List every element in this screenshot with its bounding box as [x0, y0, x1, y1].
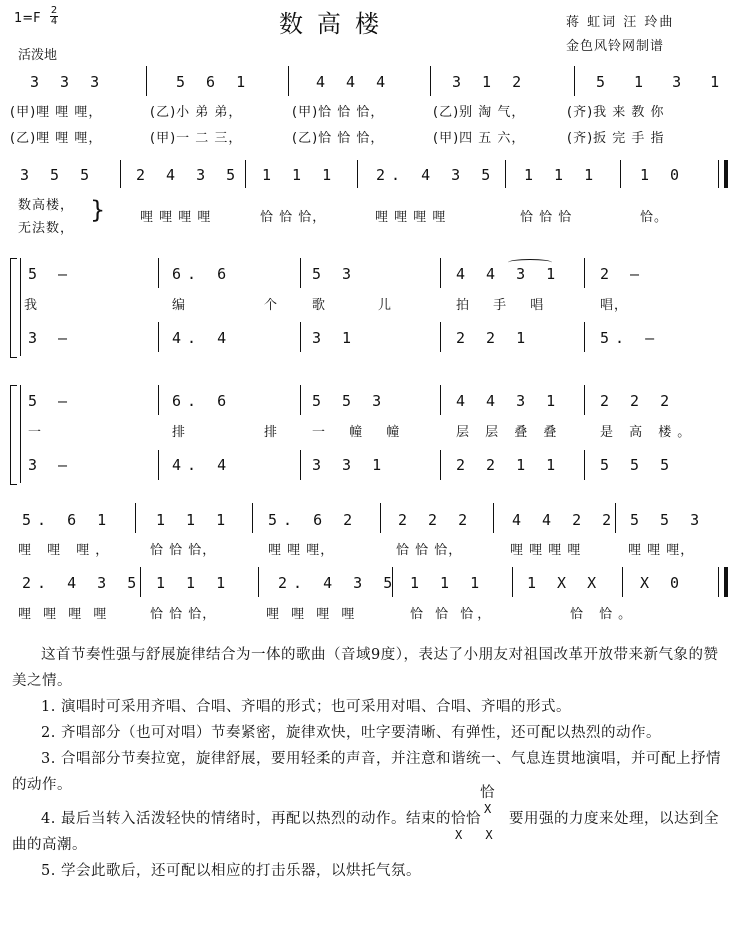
lyric-word: 一 幢 幢	[312, 425, 410, 440]
measure-notes: 5. –	[600, 329, 661, 347]
barline	[158, 322, 159, 352]
measure-notes: 5 1 3 1	[596, 73, 730, 91]
barline	[440, 450, 441, 480]
time-signature: 2 4	[50, 5, 58, 27]
page-title: 数高楼	[279, 10, 393, 38]
measure-notes: 5. 6 2	[268, 511, 359, 529]
lyric-line: 恰 恰 恰，	[410, 607, 495, 622]
measure-notes: 5 5 3	[630, 511, 706, 529]
lyric-line: 哩 哩 哩 哩	[266, 607, 359, 622]
composer-credits: 蒋 虹词 汪 玲曲	[566, 15, 675, 30]
measure-notes: 3 3 1	[312, 456, 388, 474]
lyric-word: 排	[172, 425, 187, 440]
barline	[288, 66, 289, 96]
measure-notes: 1 1 1	[410, 574, 486, 592]
measure-notes: X 0	[640, 574, 686, 592]
measure-notes: 1 1 1	[524, 166, 600, 184]
measure-notes: 5. 6 1	[22, 511, 113, 529]
barline	[158, 450, 159, 480]
measure-notes: 5 5 5	[600, 456, 676, 474]
brace-glyph: }	[90, 196, 106, 224]
lyric-line: 恰 恰。	[570, 607, 638, 622]
measure-notes: 1 1 1	[156, 511, 232, 529]
ending-rhythm-lyric: 恰恰恰	[450, 785, 495, 827]
lyric-line: 恰 恰 恰，	[260, 210, 327, 225]
measure-notes: 4 4 4	[316, 73, 392, 91]
lyric-word: 唱，	[600, 298, 629, 313]
lyric-line: 恰 恰 恰，	[396, 543, 463, 558]
lyric-line: 无法数，	[18, 221, 75, 236]
barline	[584, 258, 585, 288]
measure-notes: 2 2 2	[600, 392, 676, 410]
barline	[158, 385, 159, 415]
lyric-word: 歌	[312, 298, 327, 313]
lyric-line: 哩 哩 哩 哩	[510, 543, 582, 558]
measure-notes: 1 1 1	[156, 574, 232, 592]
lyric-line: 哩 哩 哩 哩	[140, 210, 212, 225]
barline	[140, 567, 141, 597]
note-1: 1. 演唱时可采用齐唱、合唱、齐唱的形式；也可采用对唱、合唱、齐唱的形式。	[41, 699, 571, 715]
measure-notes: 3 –	[28, 456, 74, 474]
barline	[120, 160, 121, 188]
note-3: 3. 合唱部分节奏拉宽，旋律舒展，要用轻柔的声音，并注意和谐统一、气息连贯地演唱，并可配上抒情的动作。	[12, 751, 721, 793]
lyric-word: 拍 手 唱	[456, 298, 554, 313]
barline	[300, 258, 301, 288]
barline	[258, 567, 259, 597]
measure-notes: 3 –	[28, 329, 74, 347]
barline	[440, 385, 441, 415]
lyric-line: (乙)小 弟 弟，	[150, 105, 243, 120]
lyric-line: (乙)别 淘 气，	[433, 105, 526, 120]
measure-notes: 5 5 3	[312, 392, 388, 410]
lyric-word: 层 层 叠 叠	[456, 425, 563, 440]
performance-notes	[12, 642, 730, 884]
lyric-line: (乙)恰 恰 恰，	[292, 131, 385, 146]
ending-rhythm	[450, 785, 509, 842]
barline	[615, 503, 616, 533]
barline	[380, 503, 381, 533]
measure-notes: 4 4 2 2	[512, 511, 618, 529]
measure-notes: 2. 4 3 5	[278, 574, 399, 592]
barline	[512, 567, 513, 597]
barline	[300, 322, 301, 352]
note-4-text-end: 要用强的力度来处理，以达到全曲的高潮。	[12, 811, 719, 853]
lyric-line: (齐)扳 完 手 指	[567, 131, 665, 146]
measure-notes: 3 1 2	[452, 73, 528, 91]
note-4	[12, 785, 730, 858]
lyric-line: (甲)恰 恰 恰，	[292, 105, 385, 120]
measure-notes: 2 2 1 1	[456, 456, 562, 474]
lyric-line: 哩 哩 哩，	[268, 543, 335, 558]
final-barline	[718, 567, 728, 597]
barline	[440, 322, 441, 352]
measure-notes: 1 1 1	[262, 166, 338, 184]
barline	[584, 450, 585, 480]
measure-notes: 5 3	[312, 265, 358, 283]
measure-notes: 3 3 3	[30, 73, 106, 91]
note-5: 5. 学会此歌后，还可配以相应的打击乐器，以烘托气氛。	[41, 863, 421, 879]
barline	[584, 385, 585, 415]
lyric-word: 个	[264, 298, 279, 313]
lyric-line: 恰 恰 恰，	[150, 543, 217, 558]
barline	[584, 322, 585, 352]
tempo-marking: 活泼地	[18, 48, 58, 63]
lyric-word: 一	[28, 425, 43, 440]
lyric-line: 数高楼，	[18, 198, 75, 213]
intro-paragraph: 这首节奏性强与舒展旋律结合为一体的歌曲（音域9度），表达了小朋友对祖国改革开放带来新气象的赞美之情。	[12, 647, 719, 689]
barline	[20, 385, 21, 483]
barline	[357, 160, 358, 188]
barline	[20, 258, 21, 356]
lyric-line: (甲)一 二 三，	[150, 131, 243, 146]
measure-notes: 1 0	[640, 166, 686, 184]
measure-notes: 2 –	[600, 265, 646, 283]
tie-mark	[508, 259, 552, 266]
barline	[505, 160, 506, 188]
barline	[440, 258, 441, 288]
measure-notes: 2 2 2	[398, 511, 474, 529]
lyric-word: 是 高 楼。	[600, 425, 697, 440]
barline	[493, 503, 494, 533]
barline	[252, 503, 253, 533]
measure-notes: 2. 4 3 5	[376, 166, 497, 184]
lyric-line: 恰 恰 恰，	[150, 607, 217, 622]
measure-notes: 2. 4 3 5	[22, 574, 143, 592]
lyric-line: 恰。	[640, 210, 669, 225]
measure-notes: 2 4 3 5	[136, 166, 242, 184]
measure-notes: 6. 6	[172, 392, 233, 410]
barline	[622, 567, 623, 597]
measure-notes: 5 6 1	[176, 73, 252, 91]
lyric-line: 恰 恰 恰	[520, 210, 573, 225]
staff-bracket	[10, 385, 17, 485]
note-2: 2. 齐唱部分（也可对唱）节奏紧密，旋律欢快，吐字要清晰、有弹性，还可配以热烈的动作。	[41, 725, 661, 741]
measure-notes: 5 –	[28, 265, 74, 283]
key-signature: 1=F	[14, 11, 41, 26]
lyric-line: (齐)我 来 教 你	[567, 105, 665, 120]
lyric-line: 哩 哩 哩，	[18, 543, 115, 558]
note-4-text: 4. 最后当转入活泼轻快的情绪时，再配以热烈的动作。结束的	[41, 811, 451, 827]
lyric-word: 编	[172, 298, 187, 313]
measure-notes: 4 4 3 1	[456, 392, 562, 410]
barline	[300, 385, 301, 415]
lyric-word: 排	[264, 425, 279, 440]
measure-notes: 3 5 5	[20, 166, 96, 184]
measure-notes: 6. 6	[172, 265, 233, 283]
score-source: 金色风铃网制谱	[566, 39, 665, 54]
measure-notes: 3 1	[312, 329, 358, 347]
barline	[620, 160, 621, 188]
barline	[146, 66, 147, 96]
barline	[300, 450, 301, 480]
barline	[392, 567, 393, 597]
lyric-line: 哩 哩 哩 哩	[18, 607, 111, 622]
lyric-word: 儿	[378, 298, 393, 313]
staff-bracket	[10, 258, 17, 358]
ending-rhythm-marks: X X X	[454, 802, 501, 842]
measure-notes: 4. 4	[172, 456, 233, 474]
measure-notes: 5 –	[28, 392, 74, 410]
lyric-word: 我	[24, 298, 39, 313]
measure-notes: 4 4 3 1	[456, 265, 562, 283]
lyric-line: (甲)哩 哩 哩，	[10, 105, 103, 120]
lyric-line: 哩 哩 哩 哩	[375, 210, 447, 225]
barline	[245, 160, 246, 188]
barline	[158, 258, 159, 288]
barline	[574, 66, 575, 96]
measure-notes: 4. 4	[172, 329, 233, 347]
lyric-line: (乙)哩 哩 哩，	[10, 131, 103, 146]
repeat-barline	[718, 160, 728, 188]
lyric-line: 哩 哩 哩，	[628, 543, 695, 558]
measure-notes: 2 2 1	[456, 329, 532, 347]
barline	[135, 503, 136, 533]
lyric-line: (甲)四 五 六，	[433, 131, 526, 146]
measure-notes: 1 X X	[527, 574, 603, 592]
barline	[430, 66, 431, 96]
